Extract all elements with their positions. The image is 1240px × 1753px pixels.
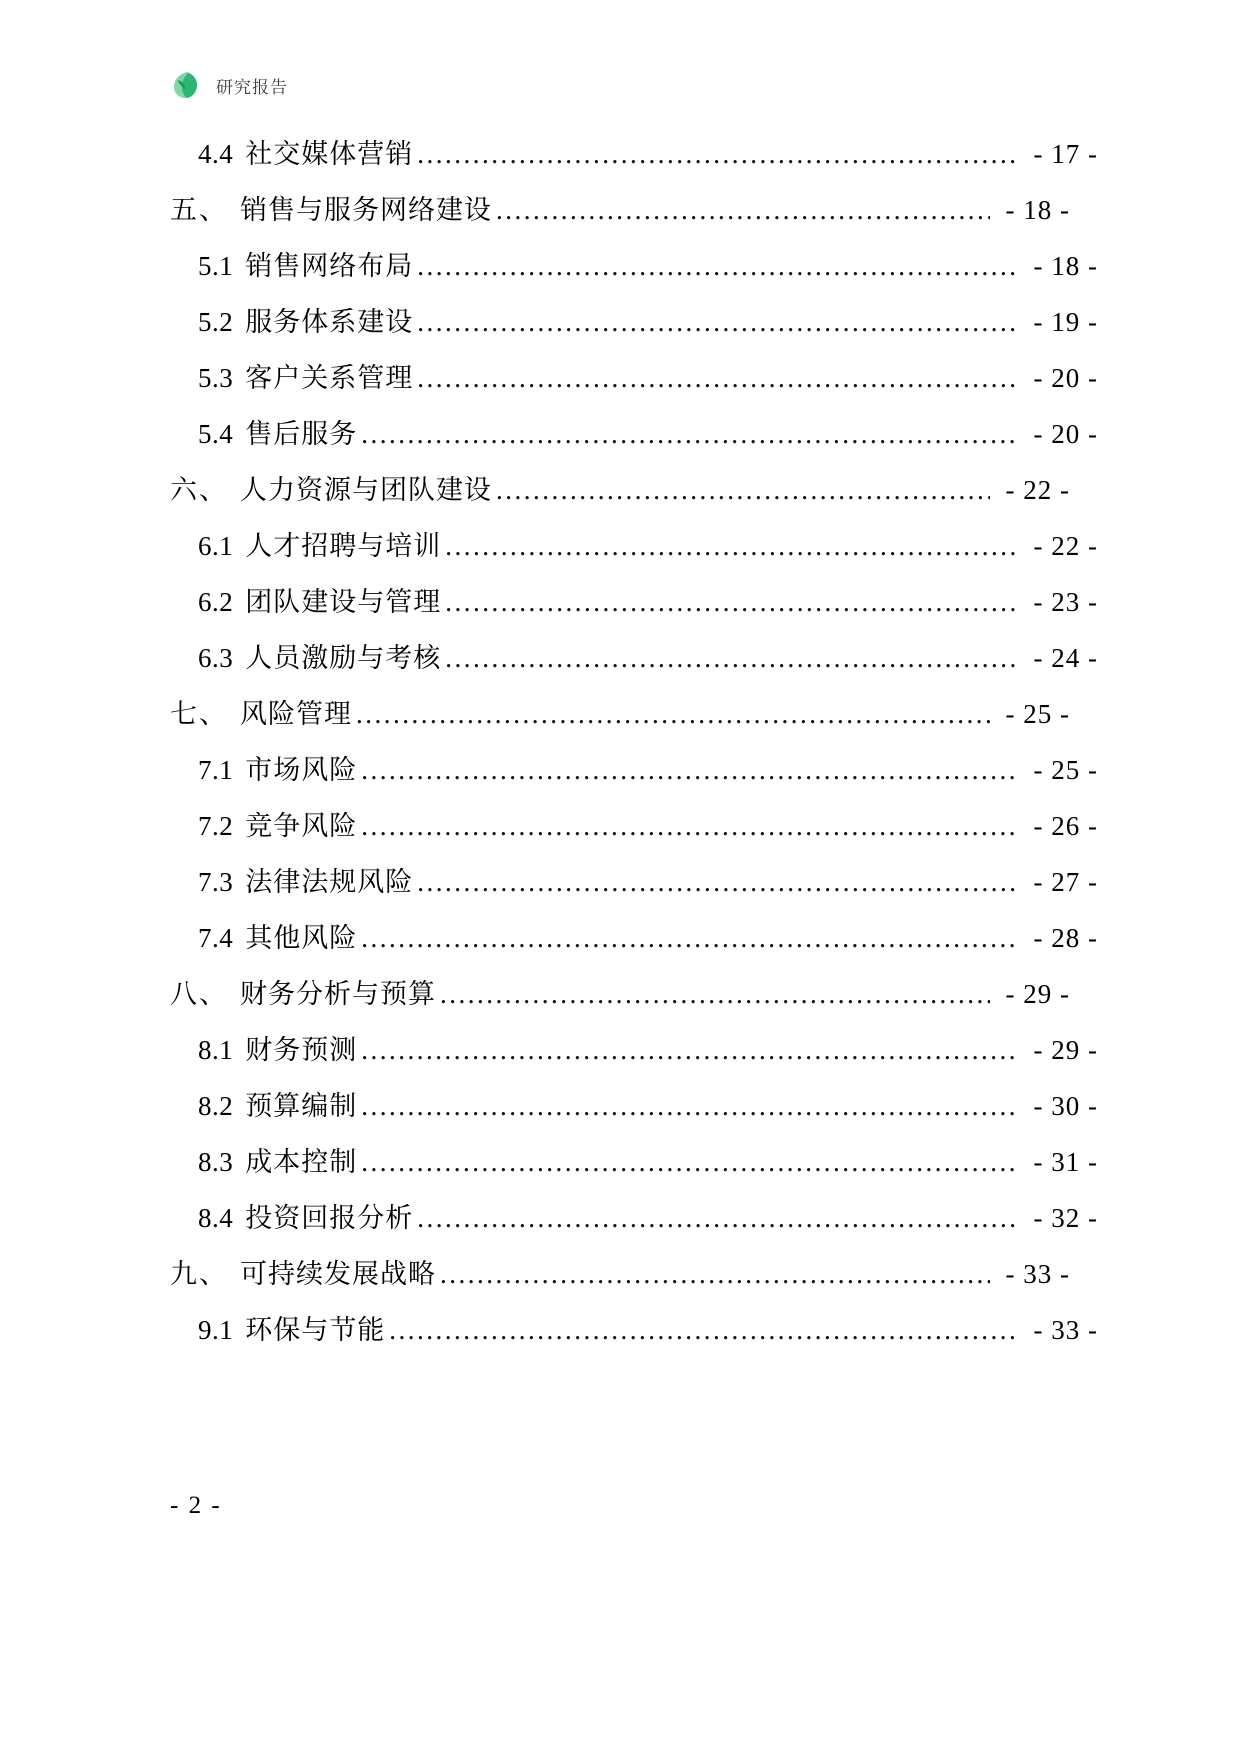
toc-entry-title: 环保与节能 [245,1315,386,1345]
toc-entry-title: 市场风险 [245,755,358,785]
toc-entry-number: 8.4 [198,1203,234,1233]
toc-leader-dots [417,1205,1018,1232]
toc-entry-number: 5.3 [198,363,234,393]
toc-entry-title: 售后服务 [245,419,358,449]
toc-leader-dots [361,925,1018,952]
toc-entry-page: - 22 - [1033,531,1098,561]
toc-entry-page: - 25 - [1033,755,1098,785]
toc-leader-dots [361,1037,1018,1064]
toc-entry-page: - 20 - [1033,363,1098,393]
toc-entry[interactable] [170,1140,1098,1196]
toc-entry-page: - 31 - [1033,1147,1098,1177]
toc-entry-title: 预算编制 [245,1091,358,1121]
toc-entry[interactable] [170,468,1070,524]
toc-entry[interactable] [170,972,1070,1028]
toc-leader-dots [440,981,990,1008]
toc-leader-dots [445,589,1018,616]
toc-leader-dots [445,645,1018,672]
toc-entry-page: - 29 - [1005,979,1070,1009]
toc-entry[interactable] [170,748,1098,804]
header-title: 研究报告 [216,77,288,98]
toc-entry-page: - 28 - [1033,923,1098,953]
toc-entry-page: - 17 - [1033,139,1098,169]
toc-entry[interactable] [170,916,1098,972]
toc-entry-page: - 18 - [1005,195,1070,225]
toc-entry-title: 其他风险 [245,923,358,953]
toc-entry-number: 4.4 [198,139,234,169]
toc-leader-dots [417,309,1018,336]
toc-entry[interactable] [170,412,1098,468]
toc-entry-page: - 25 - [1005,699,1070,729]
toc-entry-number: 六、 [170,475,228,505]
toc-entry[interactable] [170,1196,1098,1252]
toc-entry[interactable] [170,188,1070,244]
toc-entry-page: - 32 - [1033,1203,1098,1233]
toc-leader-dots [417,253,1018,280]
toc-entry-number: 5.2 [198,307,234,337]
document-header [170,68,288,102]
toc-entry-title: 财务预测 [245,1035,358,1065]
toc-entry-page: - 33 - [1005,1259,1070,1289]
toc-entry-number: 6.1 [198,531,234,561]
toc-leader-dots [496,197,990,224]
toc-leader-dots [417,141,1018,168]
toc-entry-title: 法律法规风险 [245,867,414,897]
toc-leader-dots [417,365,1018,392]
toc-entry[interactable] [170,1084,1098,1140]
toc-entry-number: 9.1 [198,1315,234,1345]
toc-entry-title: 团队建设与管理 [245,587,442,617]
toc-entry[interactable] [170,860,1098,916]
toc-entry-number: 7.2 [198,811,234,841]
toc-entry-page: - 23 - [1033,587,1098,617]
toc-entry-page: - 26 - [1033,811,1098,841]
toc-entry-page: - 20 - [1033,419,1098,449]
toc-leader-dots [445,533,1018,560]
toc-entry-title: 人力资源与团队建设 [240,475,492,505]
toc-entry-number: 八、 [170,979,228,1009]
toc-entry[interactable] [170,1308,1098,1364]
toc-leader-dots [361,1149,1018,1176]
toc-entry-title: 风险管理 [240,699,352,729]
toc-entry-title: 投资回报分析 [245,1203,414,1233]
toc-entry-number: 七、 [170,699,228,729]
toc-entry-page: - 24 - [1033,643,1098,673]
toc-entry-page: - 30 - [1033,1091,1098,1121]
toc-entry-title: 客户关系管理 [245,363,414,393]
toc-entry-page: - 18 - [1033,251,1098,281]
toc-entry-title: 财务分析与预算 [240,979,436,1009]
table-of-contents [0,132,1240,1364]
toc-leader-dots [361,421,1018,448]
toc-entry-number: 6.3 [198,643,234,673]
toc-entry-title: 服务体系建设 [245,307,414,337]
toc-entry[interactable] [170,1028,1098,1084]
toc-entry-title: 销售网络布局 [245,251,414,281]
toc-entry[interactable] [170,692,1070,748]
toc-entry[interactable] [170,1252,1070,1308]
toc-leader-dots [361,813,1018,840]
toc-entry-number: 8.2 [198,1091,234,1121]
toc-entry-page: - 27 - [1033,867,1098,897]
toc-entry-title: 销售与服务网络建设 [240,195,492,225]
toc-entry[interactable] [170,524,1098,580]
toc-entry-title: 人才招聘与培训 [245,531,442,561]
toc-entry[interactable] [170,580,1098,636]
toc-entry-number: 8.1 [198,1035,234,1065]
toc-leader-dots [440,1261,990,1288]
toc-entry-number: 5.1 [198,251,234,281]
toc-entry[interactable] [170,804,1098,860]
toc-leader-dots [417,869,1018,896]
toc-entry-number: 8.3 [198,1147,234,1177]
toc-entry-page: - 19 - [1033,307,1098,337]
toc-leader-dots [389,1317,1018,1344]
toc-entry[interactable] [170,356,1098,412]
toc-entry-number: 九、 [170,1259,228,1289]
toc-entry[interactable] [170,244,1098,300]
toc-entry-number: 5.4 [198,419,234,449]
toc-entry-title: 成本控制 [245,1147,358,1177]
toc-entry-number: 7.4 [198,923,234,953]
toc-entry-title: 竞争风险 [245,811,358,841]
toc-entry-number: 7.3 [198,867,234,897]
toc-entry-page: - 33 - [1033,1315,1098,1345]
toc-entry-number: 6.2 [198,587,234,617]
toc-entry-title: 人员激励与考核 [245,643,442,673]
toc-leader-dots [496,477,990,504]
toc-entry[interactable] [170,132,1098,188]
toc-entry-number: 7.1 [198,755,234,785]
toc-entry-page: - 29 - [1033,1035,1098,1065]
toc-entry-title: 社交媒体营销 [245,139,414,169]
toc-leader-dots [361,1093,1018,1120]
toc-entry[interactable] [170,300,1098,356]
page-number-footer: - 2 - [170,1492,222,1519]
toc-leader-dots [361,757,1018,784]
toc-entry[interactable] [170,636,1098,692]
toc-entry-number: 五、 [170,195,228,225]
toc-leader-dots [356,701,990,728]
toc-entry-page: - 22 - [1005,475,1070,505]
leaf-logo-icon [170,68,204,102]
toc-entry-title: 可持续发展战略 [240,1259,436,1289]
